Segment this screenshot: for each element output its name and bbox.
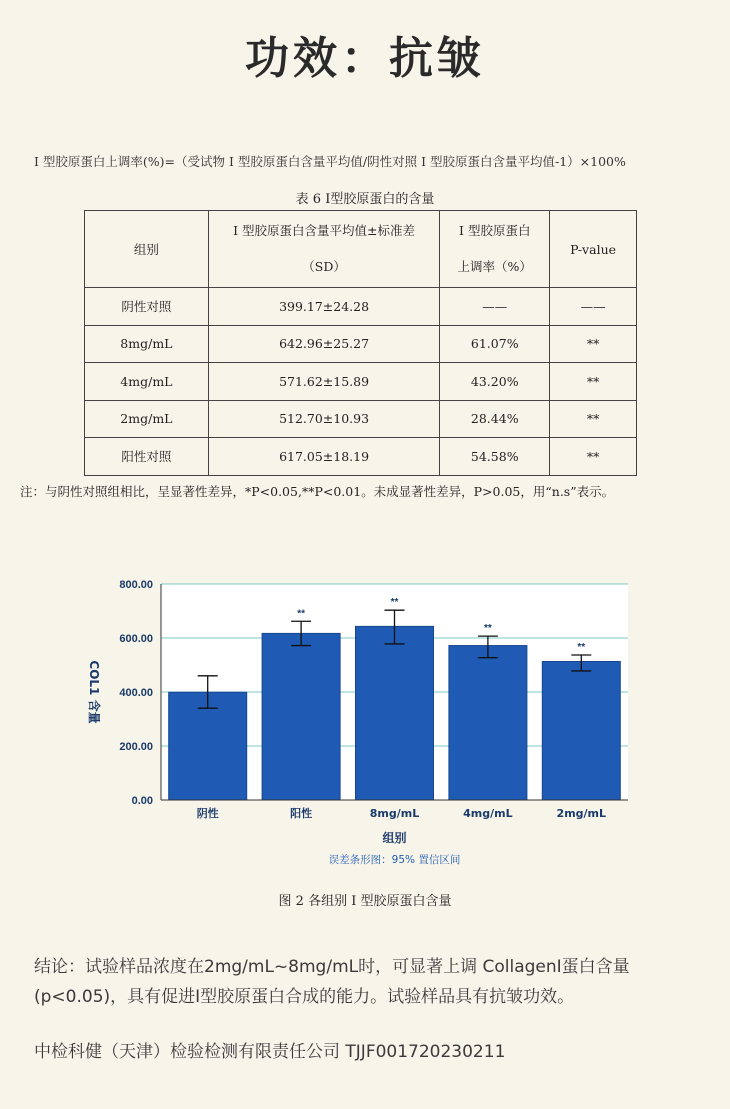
bar-chart — [60, 560, 660, 880]
header-rate-line2: 上调率（%） — [457, 259, 532, 274]
y-axis-title: COL1 含量 — [87, 660, 101, 724]
cell-group: 阴性对照 — [85, 288, 209, 326]
page-title: 功效：抗皱 — [245, 33, 485, 84]
significance-label: ** — [297, 608, 305, 620]
x-tick-label: 2mg/mL — [556, 807, 607, 820]
table-row — [85, 400, 637, 438]
collagen-table — [84, 210, 637, 476]
cell-mean: 617.05±18.19 — [208, 438, 440, 476]
x-tick-label: 4mg/mL — [463, 807, 513, 820]
table-row — [85, 325, 637, 363]
cell-p: ** — [550, 325, 637, 363]
cell-rate: —— — [440, 288, 550, 326]
cell-p: ** — [550, 400, 637, 438]
cell-p: ** — [550, 438, 637, 476]
x-tick-label: 8mg/mL — [369, 807, 420, 820]
table-header-row — [85, 211, 637, 288]
x-tick-label: 阴性 — [196, 807, 219, 820]
y-tick-label: 800.00 — [119, 579, 153, 591]
table-row — [85, 288, 637, 326]
cell-rate: 43.20% — [440, 363, 550, 401]
x-axis-title: 组别 — [382, 831, 407, 845]
significance-note: 注：与阴性对照组相比，呈显著性差异，*P<0.05,**P<0.01。未成显著性差异，P>0.05，用“n.s”表示。 — [20, 484, 615, 499]
table-caption: 表 6 I型胶原蛋白的含量 — [295, 192, 435, 207]
cell-rate: 54.58% — [440, 438, 550, 476]
cell-group: 4mg/mL — [85, 363, 209, 401]
x-tick-label: 阳性 — [290, 807, 313, 820]
header-mean-line2: （SD） — [302, 259, 346, 274]
formula-text: I 型胶原蛋白上调率(%)=（受试物 I 型胶原蛋白含量平均值/阴性对照 I 型胶原蛋白含量平均值-1）×100% — [34, 154, 626, 169]
cell-mean: 642.96±25.27 — [208, 325, 440, 363]
cell-rate: 28.44% — [440, 400, 550, 438]
company-line: 中检科健（天津）检验检测有限责任公司 TJJF001720230211 — [34, 1042, 506, 1062]
ci-annotation: 误差条形图：95% 置信区间 — [328, 854, 461, 866]
cell-rate: 61.07% — [440, 325, 550, 363]
figure-caption: 图 2 各组别 I 型胶原蛋白含量 — [278, 894, 452, 909]
cell-mean: 399.17±24.28 — [208, 288, 440, 326]
conclusion-text: 结论：试验样品浓度在2mg/mL~8mg/mL时，可显著上调 CollagenI蛋白含量(p<0.05)，具有促进I型胶原蛋白合成的能力。试验样品具有抗皱功效。 — [34, 957, 630, 1007]
header-mean-line1: I 型胶原蛋白含量平均值±标准差 — [233, 223, 415, 238]
bar — [356, 626, 434, 800]
cell-group: 8mg/mL — [85, 325, 209, 363]
bar — [262, 633, 340, 800]
header-rate-line1: I 型胶原蛋白 — [459, 223, 531, 238]
header-mean — [208, 211, 440, 288]
table-row — [85, 438, 637, 476]
y-tick-label: 400.00 — [119, 687, 153, 699]
cell-mean: 512.70±10.93 — [208, 400, 440, 438]
cell-mean: 571.62±15.89 — [208, 363, 440, 401]
bar — [449, 646, 527, 800]
significance-label: ** — [577, 642, 586, 654]
y-tick-label: 600.00 — [119, 633, 153, 645]
significance-label: ** — [390, 597, 399, 609]
header-rate — [440, 211, 550, 288]
header-group: 组别 — [85, 211, 209, 288]
cell-group: 2mg/mL — [85, 400, 209, 438]
significance-label: ** — [484, 623, 492, 635]
table-row — [85, 363, 637, 401]
chart-container — [60, 560, 660, 880]
cell-group: 阳性对照 — [85, 438, 209, 476]
y-tick-label: 200.00 — [119, 741, 153, 753]
cell-p: —— — [550, 288, 637, 326]
header-p: P-value — [550, 211, 637, 288]
bar — [542, 661, 620, 800]
cell-p: ** — [550, 363, 637, 401]
y-tick-label: 0.00 — [131, 795, 153, 807]
